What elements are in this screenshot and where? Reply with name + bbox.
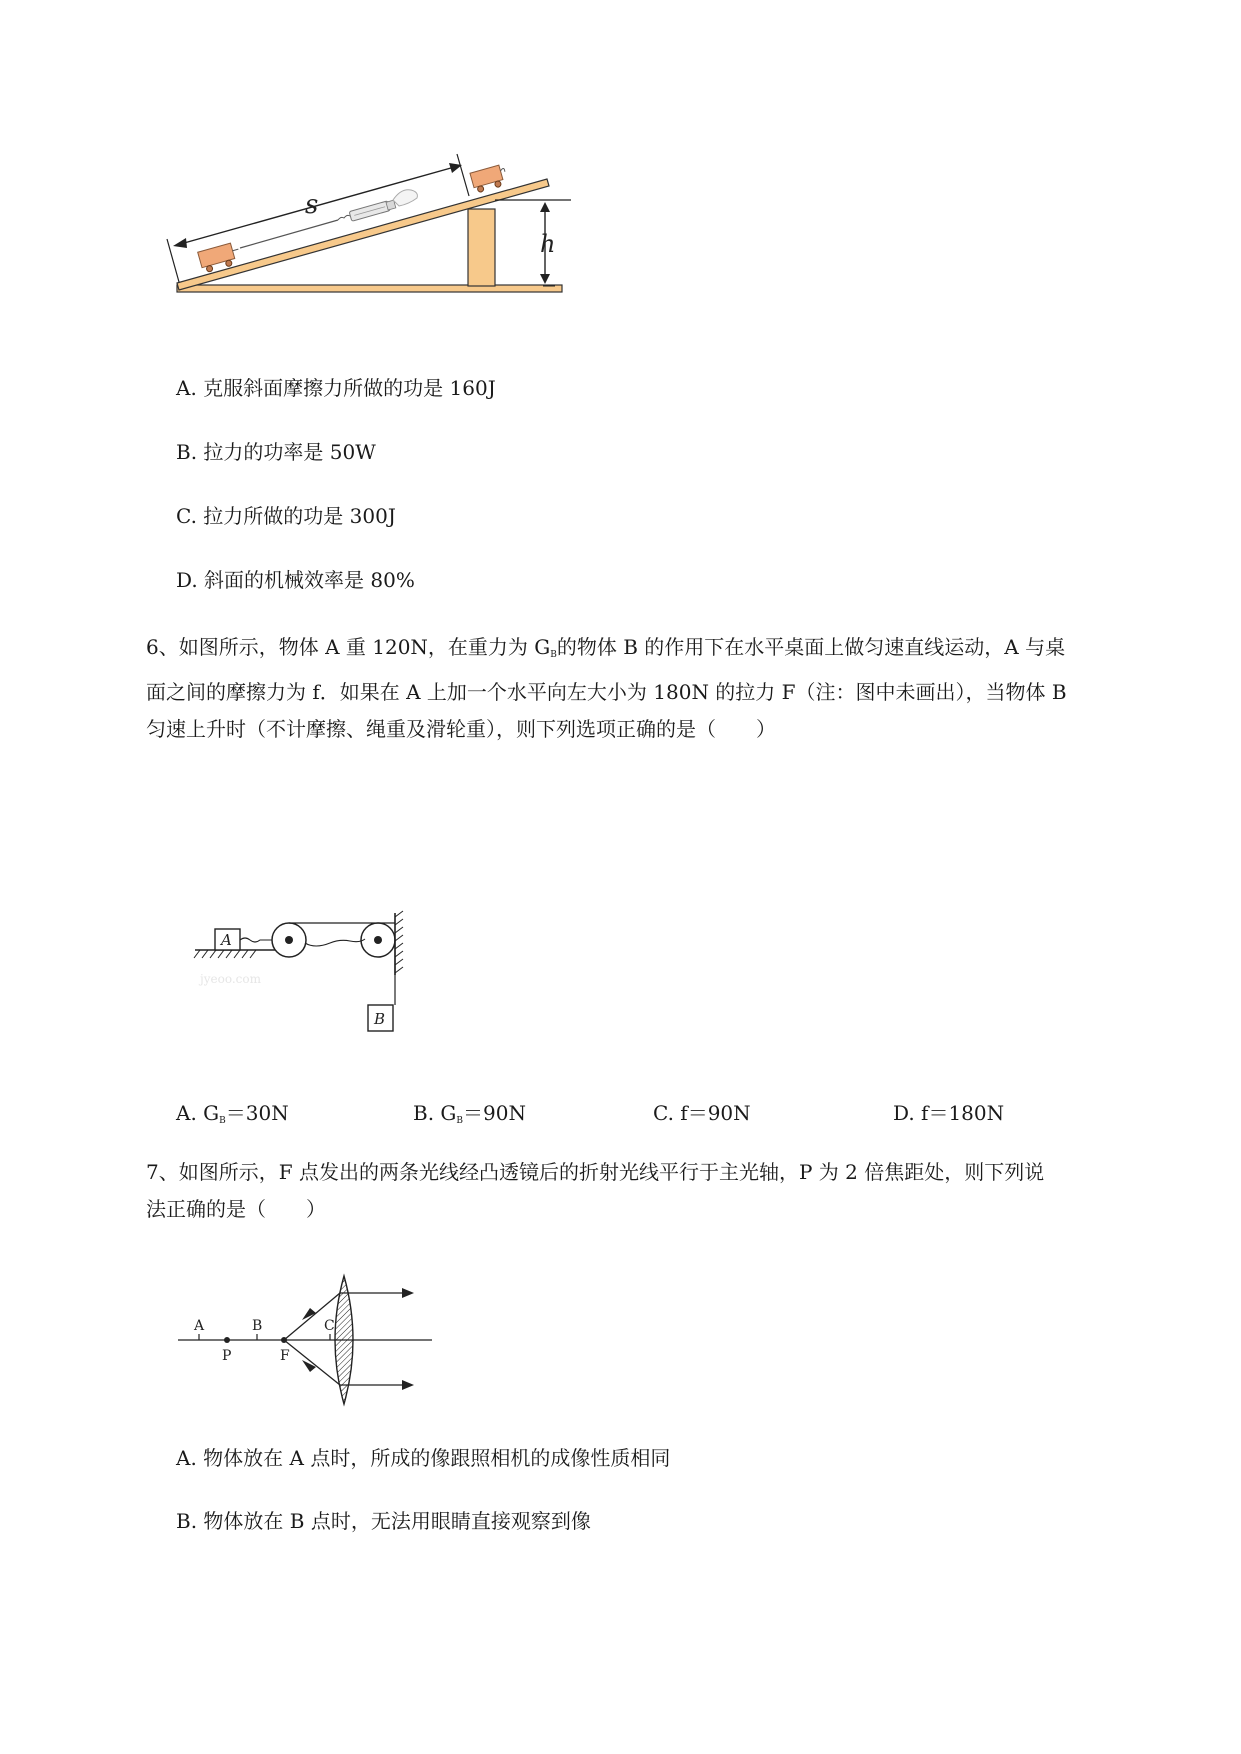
q7-stem-line-2: 法正确的是（ ） xyxy=(146,1197,326,1221)
q6-option-a[interactable]: A. $G_B=30N$ xyxy=(176,1101,289,1126)
watermark: jyeoo.com xyxy=(200,972,261,986)
q5-option-a[interactable]: A. 克服斜面摩擦力所做的功是 160J xyxy=(176,376,496,400)
q6-option-b[interactable]: B. $G_B=90N$ xyxy=(413,1101,526,1126)
q5-option-d[interactable]: D. 斜面的机械效率是 80% xyxy=(176,568,415,592)
hand xyxy=(393,190,417,206)
height-label: h xyxy=(540,230,556,258)
distance-label: s xyxy=(305,190,319,220)
q7-stem-line-1: 7、如图所示，F 点发出的两条光线经凸透镜后的折射光线平行于主光轴，P 为 2 倍焦距处，则下列说 xyxy=(146,1160,1045,1184)
q7-option-a[interactable]: A. 物体放在 A 点时，所成的像跟照相机的成像性质相同 xyxy=(176,1446,671,1470)
base-board xyxy=(177,285,562,292)
q6-stem-line-1: 6、如图所示，物体 A 重 120N，在重力为 $G_B$的物体 B 的作用下在水平桌面上做匀速直线运动，A 与桌 xyxy=(146,635,1066,660)
q7-stem xyxy=(146,1154,1146,1228)
q6-stem-line-2: 面之间的摩擦力为 f．如果在 A 上加一个水平向左大小为 180N 的拉力 F（注：图中未画出），当物体 B xyxy=(146,680,1067,704)
q6-stem xyxy=(146,629,1146,748)
ray-lower xyxy=(284,1340,340,1385)
q6-option-c[interactable]: C. f＝90N xyxy=(653,1101,751,1125)
spring-scale xyxy=(349,199,396,221)
pulley-figure xyxy=(190,905,450,1040)
point-p xyxy=(224,1337,230,1343)
point-p-label: P xyxy=(222,1348,232,1364)
support-block xyxy=(468,209,495,286)
upper-cart xyxy=(470,164,509,193)
point-f-label: F xyxy=(280,1348,290,1364)
q5-option-b[interactable]: B. 拉力的功率是 50W xyxy=(176,440,376,464)
q6-option-d[interactable]: D. f＝180N xyxy=(893,1101,1005,1125)
q6-stem-line-3: 匀速上升时（不计摩擦、绳重及滑轮重），则下列选项正确的是（ ） xyxy=(146,717,776,741)
q7-option-b[interactable]: B. 物体放在 B 点时，无法用眼睛直接观察到像 xyxy=(176,1509,591,1533)
incline-figure xyxy=(160,150,580,300)
point-a-label: A xyxy=(194,1318,205,1334)
point-b-label: B xyxy=(252,1318,263,1334)
point-c-label: C xyxy=(324,1318,335,1334)
block-b-label: B xyxy=(374,1010,386,1028)
lens-figure xyxy=(170,1268,440,1418)
block-a-label: A xyxy=(221,931,232,949)
q5-option-c[interactable]: C. 拉力所做的功是 300J xyxy=(176,504,396,528)
